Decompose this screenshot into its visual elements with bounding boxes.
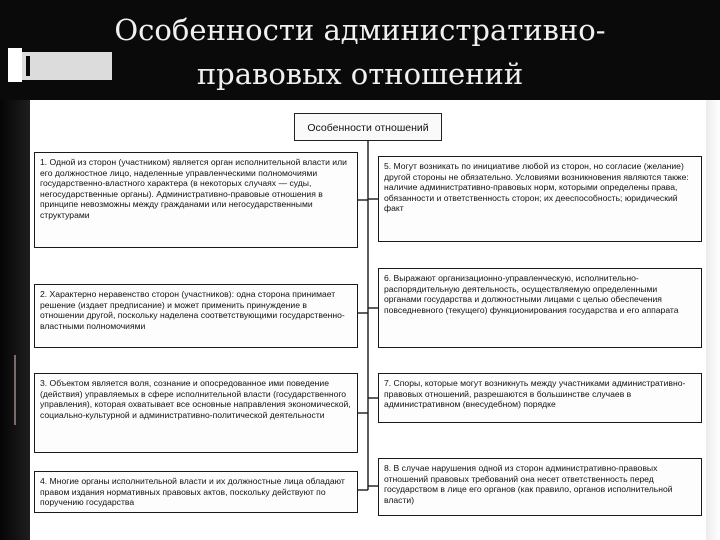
feature-box-5 [378,156,702,242]
feature-text-7: 7. Споры, которые могут возникнуть между участниками административно-правовых отношений, разрешаются в большинстве случаев в административном (внесудебном) порядке [384,378,686,410]
side-decoration-line [14,355,16,425]
corner-decoration [8,48,22,82]
slide-title-line-1: Особенности административно- [114,13,606,47]
feature-text-5: 5. Могут возникать по инициативе любой из сторон, но согласие (желание) другой стороны не обязательно. Условиями возникновения являются также: наличие административно-правовых норм, которыми определены права, обязанности и ответственность сторон; их дееспособность; юридический факт [384,161,689,214]
slide-title-line-2: правовых отношений [196,57,524,91]
feature-box-7 [378,373,702,423]
left-frame-strip [0,100,30,540]
feature-box-6 [378,268,702,348]
corner-decoration-notch [26,56,30,76]
feature-box-8 [378,458,702,516]
slide-title [40,8,680,96]
diagram-header-label: Особенности отношений [307,122,429,134]
feature-text-4: 4. Многие органы исполнительной власти и их должностные лица обладают правом издания нормативных правовых актов, поскольку действуют по поручению государства [40,476,345,508]
diagram-header-box [294,113,442,141]
feature-text-6: 6. Выражают организационно-управленческую, исполнительно-распорядительную деятельность, осуществляемую определенными органами государства и должностными лицами с целью обеспечения повседневного (текущего) функционирования государства и его аппарата [384,273,679,315]
feature-text-1: 1. Одной из сторон (участником) является орган исполнительной власти или его должностное лицо, наделенные управленческими полномочиями государственно-властного характера (в некоторых случаях — суды, негосударственные органы). Административно-правовые отношения в принципе невозможны между гражданами или негосударственными структурами [40,157,347,220]
feature-box-3 [34,373,358,453]
feature-text-8: 8. В случае нарушения одной из сторон административно-правовых отношений правовых требований она несет ответственность перед государством в лице его органов (как правило, органов исполнительной власти) [384,463,673,505]
feature-box-4 [34,471,358,513]
feature-box-1 [34,152,358,248]
feature-box-2 [34,284,358,348]
feature-text-3: 3. Объектом является воля, сознание и опосредованное ими поведение (действия) управляемых в сфере исполнительной власти (государственного управления), которая охватывает все основные направления экономической, социально-культурной и административно-политической деятельности [40,378,351,420]
feature-text-2: 2. Характерно неравенство сторон (участников): одна сторона принимает решение (издает предписание) и может применить принуждение в отношении другой, поскольку наделена соответствующими государственно-властными полномочиями [40,289,345,331]
